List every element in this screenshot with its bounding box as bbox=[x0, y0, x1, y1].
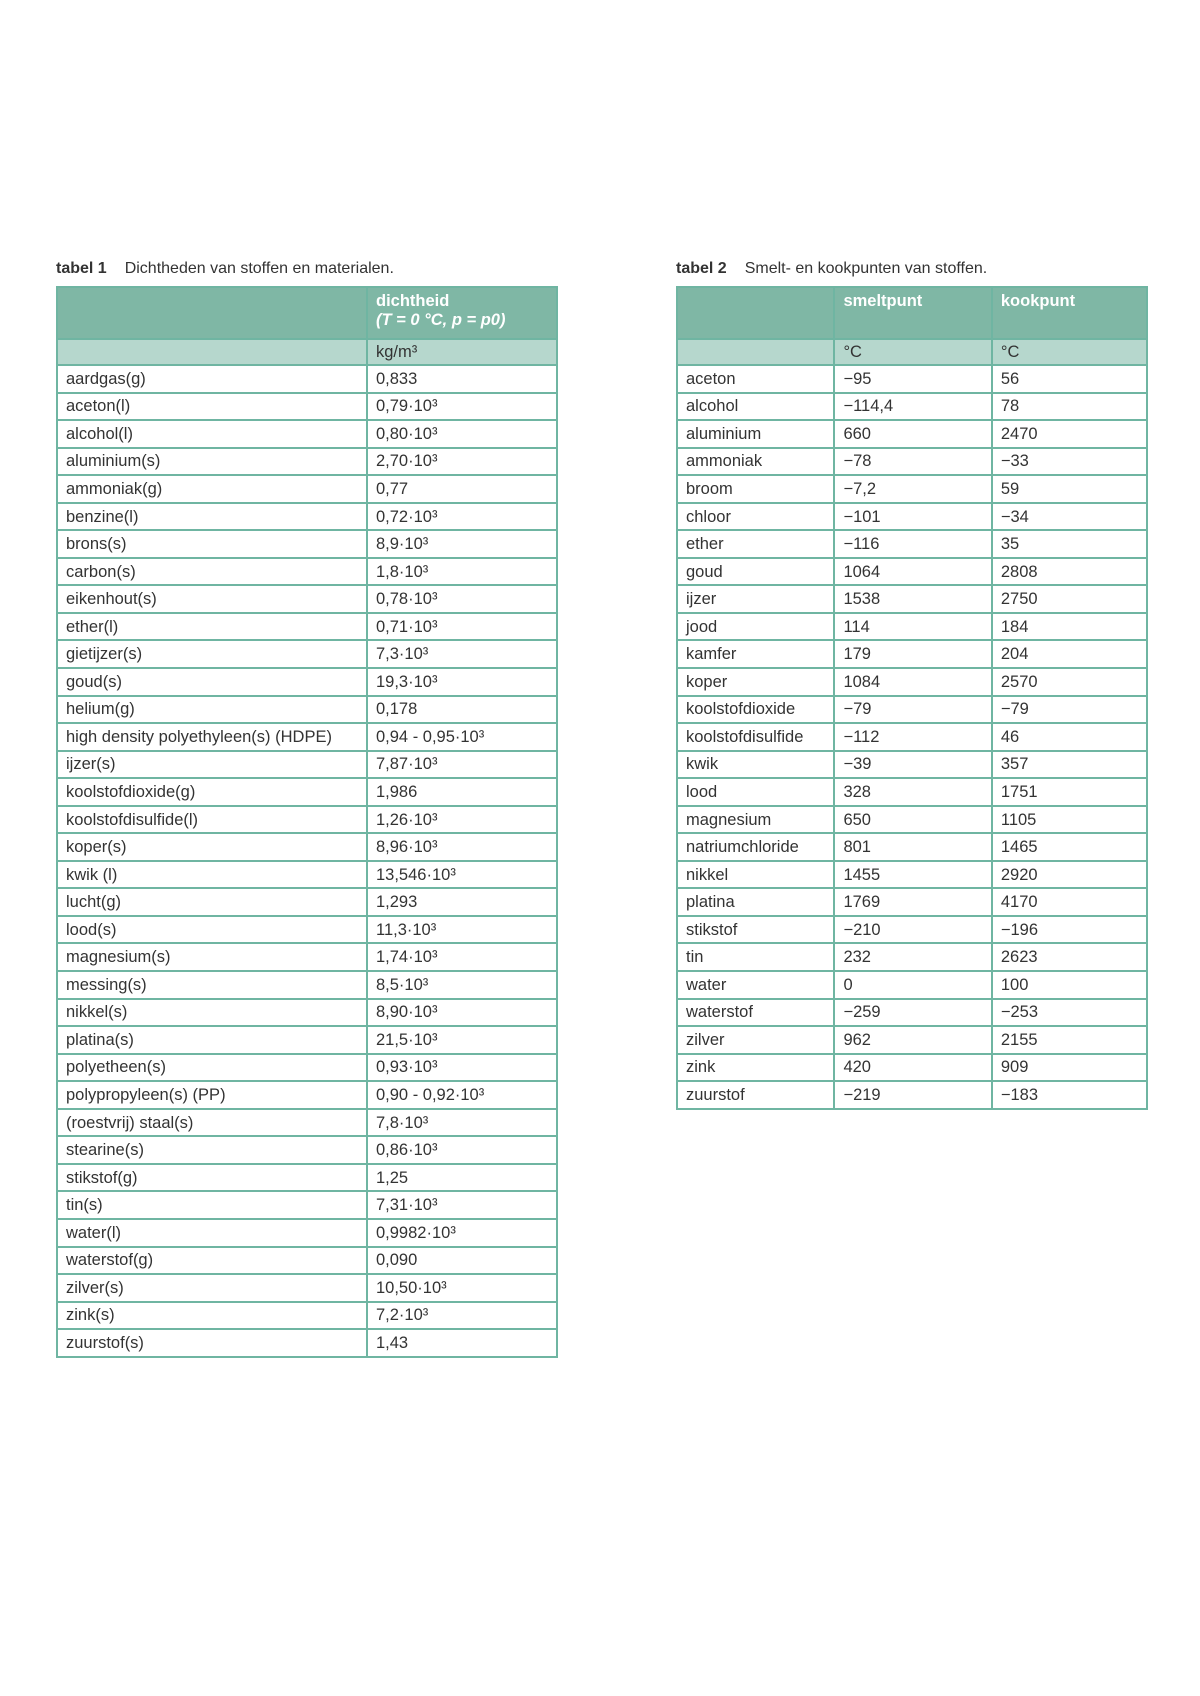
table-row bbox=[57, 943, 557, 971]
table-row bbox=[677, 393, 1147, 421]
table-row bbox=[57, 613, 557, 641]
substance-cell: broom bbox=[677, 475, 834, 503]
boiling-point-cell: 56 bbox=[992, 365, 1147, 393]
density-cell: 1,8·10³ bbox=[367, 558, 557, 586]
boiling-point-cell: 184 bbox=[992, 613, 1147, 641]
substance-cell: alcohol bbox=[677, 393, 834, 421]
melting-point-cell: 660 bbox=[834, 420, 991, 448]
table-row bbox=[677, 420, 1147, 448]
table-row bbox=[677, 475, 1147, 503]
table1-caption-text: Dichtheden van stoffen en materialen. bbox=[124, 260, 394, 277]
substance-cell: zink(s) bbox=[57, 1302, 367, 1330]
substance-cell: messing(s) bbox=[57, 971, 367, 999]
table-row bbox=[57, 778, 557, 806]
substance-cell: magnesium bbox=[677, 806, 834, 834]
substance-cell: stearine(s) bbox=[57, 1136, 367, 1164]
table-row bbox=[57, 806, 557, 834]
table-row bbox=[57, 1054, 557, 1082]
substance-cell: alcohol(l) bbox=[57, 420, 367, 448]
table-row bbox=[57, 916, 557, 944]
density-cell: 1,43 bbox=[367, 1329, 557, 1357]
density-cell: 1,26·10³ bbox=[367, 806, 557, 834]
density-table bbox=[56, 286, 558, 1358]
density-cell: 11,3·10³ bbox=[367, 916, 557, 944]
melting-boiling-table-body bbox=[677, 365, 1147, 1109]
substance-cell: waterstof(g) bbox=[57, 1247, 367, 1275]
melting-point-cell: −219 bbox=[834, 1081, 991, 1109]
density-cell: 8,5·10³ bbox=[367, 971, 557, 999]
density-table-section bbox=[56, 258, 558, 1358]
table2-units-row bbox=[677, 339, 1147, 365]
substance-cell: polypropyleen(s) (PP) bbox=[57, 1081, 367, 1109]
density-cell: 8,9·10³ bbox=[367, 530, 557, 558]
boiling-point-cell: 2155 bbox=[992, 1026, 1147, 1054]
density-cell: 19,3·10³ bbox=[367, 668, 557, 696]
substance-cell: aceton bbox=[677, 365, 834, 393]
melting-point-cell: −78 bbox=[834, 448, 991, 476]
table-row bbox=[677, 1026, 1147, 1054]
substance-cell: magnesium(s) bbox=[57, 943, 367, 971]
table2-caption bbox=[676, 258, 1148, 280]
boiling-point-cell: 4170 bbox=[992, 888, 1147, 916]
boiling-point-cell: 2623 bbox=[992, 943, 1147, 971]
density-cell: 0,71·10³ bbox=[367, 613, 557, 641]
substance-cell: aluminium bbox=[677, 420, 834, 448]
substance-cell: koolstofdioxide(g) bbox=[57, 778, 367, 806]
boiling-point-cell: 2570 bbox=[992, 668, 1147, 696]
density-cell: 1,74·10³ bbox=[367, 943, 557, 971]
substance-cell: brons(s) bbox=[57, 530, 367, 558]
substance-cell: zilver bbox=[677, 1026, 834, 1054]
substance-cell: polyetheen(s) bbox=[57, 1054, 367, 1082]
table-row bbox=[57, 585, 557, 613]
boiling-point-cell: 2808 bbox=[992, 558, 1147, 586]
table-row bbox=[57, 723, 557, 751]
substance-cell: waterstof bbox=[677, 999, 834, 1027]
melting-point-cell: 1064 bbox=[834, 558, 991, 586]
table2-caption-text: Smelt- en kookpunten van stoffen. bbox=[744, 260, 988, 277]
melting-point-cell: −79 bbox=[834, 696, 991, 724]
boiling-point-cell: 909 bbox=[992, 1054, 1147, 1082]
table-row bbox=[677, 503, 1147, 531]
substance-cell: chloor bbox=[677, 503, 834, 531]
table-row bbox=[57, 1109, 557, 1137]
substance-cell: natriumchloride bbox=[677, 833, 834, 861]
density-header-label: dichtheid bbox=[376, 292, 450, 310]
boiling-point-cell: −183 bbox=[992, 1081, 1147, 1109]
table2-header-substance bbox=[677, 287, 834, 339]
substance-cell: tin(s) bbox=[57, 1191, 367, 1219]
substance-cell: zilver(s) bbox=[57, 1274, 367, 1302]
table1-header-substance bbox=[57, 287, 367, 339]
substance-cell: zuurstof bbox=[677, 1081, 834, 1109]
boiling-point-unit: °C bbox=[992, 339, 1147, 365]
boiling-point-cell: 2750 bbox=[992, 585, 1147, 613]
melting-point-cell: 420 bbox=[834, 1054, 991, 1082]
table-row bbox=[57, 448, 557, 476]
boiling-point-cell: 59 bbox=[992, 475, 1147, 503]
melting-point-cell: 179 bbox=[834, 640, 991, 668]
density-cell: 10,50·10³ bbox=[367, 1274, 557, 1302]
table-row bbox=[677, 943, 1147, 971]
table1-units-empty bbox=[57, 339, 367, 365]
boiling-point-cell: −79 bbox=[992, 696, 1147, 724]
table-row bbox=[677, 999, 1147, 1027]
density-cell: 0,833 bbox=[367, 365, 557, 393]
substance-cell: kwik (l) bbox=[57, 861, 367, 889]
density-cell: 7,8·10³ bbox=[367, 1109, 557, 1137]
boiling-point-cell: 35 bbox=[992, 530, 1147, 558]
substance-cell: aardgas(g) bbox=[57, 365, 367, 393]
melting-point-cell: −114,4 bbox=[834, 393, 991, 421]
substance-cell: helium(g) bbox=[57, 696, 367, 724]
table-row bbox=[677, 971, 1147, 999]
table-row bbox=[57, 1026, 557, 1054]
table-row bbox=[57, 1191, 557, 1219]
melting-point-cell: −116 bbox=[834, 530, 991, 558]
density-cell: 0,94 - 0,95·10³ bbox=[367, 723, 557, 751]
table-row bbox=[57, 971, 557, 999]
substance-cell: koper(s) bbox=[57, 833, 367, 861]
table-row bbox=[677, 365, 1147, 393]
substance-cell: goud bbox=[677, 558, 834, 586]
table-row bbox=[57, 861, 557, 889]
substance-cell: nikkel(s) bbox=[57, 999, 367, 1027]
density-cell: 7,31·10³ bbox=[367, 1191, 557, 1219]
density-cell: 0,090 bbox=[367, 1247, 557, 1275]
boiling-point-cell: −253 bbox=[992, 999, 1147, 1027]
substance-cell: aluminium(s) bbox=[57, 448, 367, 476]
table1-units-row bbox=[57, 339, 557, 365]
table-row bbox=[677, 778, 1147, 806]
melting-point-cell: 1455 bbox=[834, 861, 991, 889]
density-cell: 0,79·10³ bbox=[367, 393, 557, 421]
table-row bbox=[677, 448, 1147, 476]
substance-cell: koper bbox=[677, 668, 834, 696]
table-row bbox=[57, 640, 557, 668]
table-row bbox=[57, 1247, 557, 1275]
table-row bbox=[677, 530, 1147, 558]
table-row bbox=[57, 1274, 557, 1302]
table-row bbox=[57, 503, 557, 531]
boiling-point-cell: 1105 bbox=[992, 806, 1147, 834]
table-row bbox=[57, 475, 557, 503]
melting-point-cell: −39 bbox=[834, 751, 991, 779]
substance-cell: ammoniak bbox=[677, 448, 834, 476]
substance-cell: ammoniak(g) bbox=[57, 475, 367, 503]
substance-cell: kamfer bbox=[677, 640, 834, 668]
table-row bbox=[57, 1136, 557, 1164]
substance-cell: zuurstof(s) bbox=[57, 1329, 367, 1357]
boiling-point-cell: 100 bbox=[992, 971, 1147, 999]
boiling-point-cell: 204 bbox=[992, 640, 1147, 668]
table-row bbox=[677, 1081, 1147, 1109]
substance-cell: nikkel bbox=[677, 861, 834, 889]
substance-cell: benzine(l) bbox=[57, 503, 367, 531]
table-row bbox=[677, 833, 1147, 861]
density-cell: 0,77 bbox=[367, 475, 557, 503]
table1-header-density bbox=[367, 287, 557, 339]
table-row bbox=[677, 613, 1147, 641]
boiling-point-cell: 46 bbox=[992, 723, 1147, 751]
substance-cell: lood bbox=[677, 778, 834, 806]
table-row bbox=[57, 888, 557, 916]
table2-caption-number: tabel 2 bbox=[676, 260, 727, 277]
density-cell: 0,80·10³ bbox=[367, 420, 557, 448]
density-cell: 0,93·10³ bbox=[367, 1054, 557, 1082]
table-row bbox=[677, 751, 1147, 779]
melting-point-cell: −112 bbox=[834, 723, 991, 751]
table-row bbox=[57, 833, 557, 861]
table2-header-row bbox=[677, 287, 1147, 339]
table-row bbox=[57, 365, 557, 393]
boiling-point-header: kookpunt bbox=[992, 287, 1147, 339]
density-cell: 1,293 bbox=[367, 888, 557, 916]
substance-cell: eikenhout(s) bbox=[57, 585, 367, 613]
substance-cell: ijzer bbox=[677, 585, 834, 613]
table-row bbox=[677, 558, 1147, 586]
density-cell: 0,86·10³ bbox=[367, 1136, 557, 1164]
table-row bbox=[57, 1329, 557, 1357]
density-cell: 21,5·10³ bbox=[367, 1026, 557, 1054]
melting-point-cell: 232 bbox=[834, 943, 991, 971]
table-row bbox=[677, 916, 1147, 944]
melting-boiling-table bbox=[676, 286, 1148, 1110]
boiling-point-cell: 78 bbox=[992, 393, 1147, 421]
melting-point-cell: 1084 bbox=[834, 668, 991, 696]
density-cell: 1,986 bbox=[367, 778, 557, 806]
melting-point-cell: −95 bbox=[834, 365, 991, 393]
melting-point-unit: °C bbox=[834, 339, 991, 365]
table-row bbox=[57, 1164, 557, 1192]
table-row bbox=[677, 1054, 1147, 1082]
table-row bbox=[677, 585, 1147, 613]
boiling-point-cell: 2470 bbox=[992, 420, 1147, 448]
boiling-point-cell: 2920 bbox=[992, 861, 1147, 889]
table-row bbox=[57, 420, 557, 448]
substance-cell: ether bbox=[677, 530, 834, 558]
density-cell: 8,90·10³ bbox=[367, 999, 557, 1027]
table-row bbox=[677, 723, 1147, 751]
density-cell: 0,9982·10³ bbox=[367, 1219, 557, 1247]
substance-cell: lucht(g) bbox=[57, 888, 367, 916]
melting-point-cell: 1769 bbox=[834, 888, 991, 916]
density-unit: kg/m³ bbox=[367, 339, 557, 365]
table-row bbox=[57, 751, 557, 779]
substance-cell: gietijzer(s) bbox=[57, 640, 367, 668]
density-cell: 7,3·10³ bbox=[367, 640, 557, 668]
substance-cell: zink bbox=[677, 1054, 834, 1082]
table-row bbox=[57, 1081, 557, 1109]
density-cell: 0,78·10³ bbox=[367, 585, 557, 613]
substance-cell: carbon(s) bbox=[57, 558, 367, 586]
table-row bbox=[57, 1302, 557, 1330]
table1-caption-number: tabel 1 bbox=[56, 260, 107, 277]
density-cell: 13,546·10³ bbox=[367, 861, 557, 889]
melting-point-header: smeltpunt bbox=[834, 287, 991, 339]
table-row bbox=[57, 393, 557, 421]
table1-caption bbox=[56, 258, 558, 280]
density-cell: 0,90 - 0,92·10³ bbox=[367, 1081, 557, 1109]
melting-point-cell: −7,2 bbox=[834, 475, 991, 503]
density-cell: 0,178 bbox=[367, 696, 557, 724]
substance-cell: koolstofdioxide bbox=[677, 696, 834, 724]
density-cell: 7,87·10³ bbox=[367, 751, 557, 779]
substance-cell: jood bbox=[677, 613, 834, 641]
melting-point-cell: 114 bbox=[834, 613, 991, 641]
boiling-point-cell: −33 bbox=[992, 448, 1147, 476]
table-row bbox=[677, 806, 1147, 834]
table-row bbox=[57, 558, 557, 586]
substance-cell: stikstof bbox=[677, 916, 834, 944]
boiling-point-cell: 357 bbox=[992, 751, 1147, 779]
density-cell: 1,25 bbox=[367, 1164, 557, 1192]
melting-point-cell: 328 bbox=[834, 778, 991, 806]
table2-units-empty bbox=[677, 339, 834, 365]
melting-point-cell: 650 bbox=[834, 806, 991, 834]
table-row bbox=[57, 668, 557, 696]
table1-header-row bbox=[57, 287, 557, 339]
table-row bbox=[57, 1219, 557, 1247]
melting-point-cell: 962 bbox=[834, 1026, 991, 1054]
table-row bbox=[677, 668, 1147, 696]
substance-cell: koolstofdisulfide(l) bbox=[57, 806, 367, 834]
substance-cell: water(l) bbox=[57, 1219, 367, 1247]
substance-cell: lood(s) bbox=[57, 916, 367, 944]
melting-point-cell: −259 bbox=[834, 999, 991, 1027]
table-row bbox=[677, 640, 1147, 668]
melting-point-cell: 1538 bbox=[834, 585, 991, 613]
substance-cell: water bbox=[677, 971, 834, 999]
density-cell: 2,70·10³ bbox=[367, 448, 557, 476]
substance-cell: stikstof(g) bbox=[57, 1164, 367, 1192]
melting-point-cell: 0 bbox=[834, 971, 991, 999]
density-table-body bbox=[57, 365, 557, 1357]
melting-point-cell: −210 bbox=[834, 916, 991, 944]
boiling-point-cell: −34 bbox=[992, 503, 1147, 531]
density-cell: 8,96·10³ bbox=[367, 833, 557, 861]
table-row bbox=[57, 999, 557, 1027]
substance-cell: ijzer(s) bbox=[57, 751, 367, 779]
boiling-point-cell: −196 bbox=[992, 916, 1147, 944]
table-row bbox=[677, 696, 1147, 724]
melting-boiling-table-section bbox=[676, 258, 1148, 1110]
substance-cell: aceton(l) bbox=[57, 393, 367, 421]
boiling-point-cell: 1751 bbox=[992, 778, 1147, 806]
substance-cell: platina bbox=[677, 888, 834, 916]
substance-cell: high density polyethyleen(s) (HDPE) bbox=[57, 723, 367, 751]
density-cell: 7,2·10³ bbox=[367, 1302, 557, 1330]
melting-point-cell: 801 bbox=[834, 833, 991, 861]
substance-cell: kwik bbox=[677, 751, 834, 779]
substance-cell: goud(s) bbox=[57, 668, 367, 696]
substance-cell: koolstofdisulfide bbox=[677, 723, 834, 751]
density-cell: 0,72·10³ bbox=[367, 503, 557, 531]
boiling-point-cell: 1465 bbox=[992, 833, 1147, 861]
substance-cell: ether(l) bbox=[57, 613, 367, 641]
melting-point-cell: −101 bbox=[834, 503, 991, 531]
table-row bbox=[677, 888, 1147, 916]
density-header-conditions: (T = 0 °C, p = p0) bbox=[376, 311, 506, 329]
substance-cell: tin bbox=[677, 943, 834, 971]
table-row bbox=[57, 696, 557, 724]
table-row bbox=[677, 861, 1147, 889]
table-row bbox=[57, 530, 557, 558]
substance-cell: (roestvrij) staal(s) bbox=[57, 1109, 367, 1137]
substance-cell: platina(s) bbox=[57, 1026, 367, 1054]
